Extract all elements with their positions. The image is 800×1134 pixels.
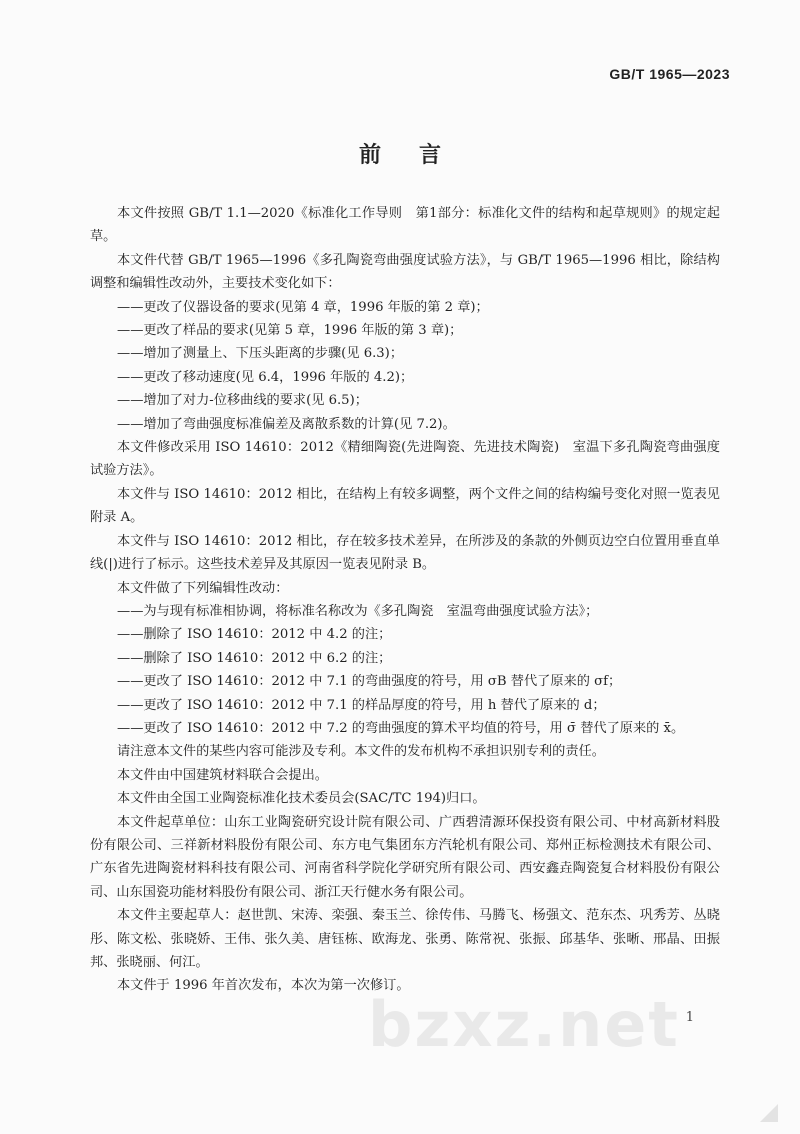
page-title: 前言 xyxy=(358,142,479,168)
paragraph: 本文件由全国工业陶瓷标准化技术委员会(SAC/TC 194)归口。 xyxy=(117,791,486,807)
paragraph: 本文件按照 GB/T 1.1—2020《标准化工作导则 第1部分：标准化文件的结构和起草规则》的规定起草。 xyxy=(90,206,720,245)
page-number: 1 xyxy=(685,1010,694,1025)
list-item: ——更改了 ISO 14610：2012 中 7.1 的弯曲强度的符号，用 σB 替代了原来的 σf； xyxy=(117,674,622,690)
list-item: ——更改了移动速度(见 6.4，1996 年版的 4.2)； xyxy=(117,369,414,385)
watermark: bzxz.net xyxy=(368,988,680,1061)
paragraph: 请注意本文件的某些内容可能涉及专利。本文件的发布机构不承担识别专利的责任。 xyxy=(117,744,605,760)
page-corner-icon xyxy=(756,1100,782,1126)
list-item: ——更改了 ISO 14610：2012 中 7.2 的弯曲强度的算术平均值的符号，用 σ̄ 替代了原来的 x̄。 xyxy=(117,720,685,736)
paragraph: 本文件做了下列编辑性改动： xyxy=(117,580,289,596)
paragraph: 本文件与 ISO 14610：2012 相比，在结构上有较多调整，两个文件之间的结构编号变化对照一览表见附录 A。 xyxy=(90,486,720,526)
document-body xyxy=(90,202,720,998)
paragraph: 本文件与 ISO 14610：2012 相比，存在较多技术差异，在所涉及的条款的外侧页边空白位置用垂直单线(|)进行了标示。这些技术差异及其原因一览表见附录 B。 xyxy=(90,533,720,573)
paragraph: 本文件修改采用 ISO 14610：2012《精细陶瓷(先进陶瓷、先进技术陶瓷) 室温下多孔陶瓷弯曲强度试验方法》。 xyxy=(90,440,720,479)
list-item: ——更改了样品的要求(见第 5 章，1996 年版的第 3 章)； xyxy=(117,323,463,339)
list-item: ——更改了仪器设备的要求(见第 4 章，1996 年版的第 2 章)； xyxy=(117,299,489,315)
list-item: ——删除了 ISO 14610：2012 中 6.2 的注； xyxy=(117,650,392,666)
paragraph: 本文件代替 GB/T 1965—1996《多孔陶瓷弯曲强度试验方法》，与 GB/T 1965—1996 相比，除结构调整和编辑性改动外，主要技术变化如下： xyxy=(90,252,720,292)
list-item: ——增加了对力-位移曲线的要求(见 6.5)； xyxy=(117,393,368,409)
list-item: ——更改了 ISO 14610：2012 中 7.1 的样品厚度的符号，用 h 替代了原来的 d； xyxy=(117,697,606,713)
list-item: ——为与现有标准相协调，将标准名称改为《多孔陶瓷 室温弯曲强度试验方法》； xyxy=(117,603,599,619)
paragraph: 本文件于 1996 年首次发布，本次为第一次修订。 xyxy=(117,978,410,994)
list-item: ——删除了 ISO 14610：2012 中 4.2 的注； xyxy=(117,627,392,643)
standard-code: GB/T 1965—2023 xyxy=(609,66,730,82)
list-item: ——增加了测量上、下压头距离的步骤(见 6.3)； xyxy=(117,346,404,362)
paragraph: 本文件由中国建筑材料联合会提出。 xyxy=(117,767,328,783)
paragraph: 本文件主要起草人：赵世凯、宋涛、栾强、秦玉兰、徐传伟、马腾飞、杨强文、范东杰、巩秀芳、丛晓彤、陈文松、张晓娇、王伟、张久美、唐钰栋、欧海龙、张勇、陈常祝、张振、邱基华、张晰、邢晶、田振邦、张晓丽、何江。 xyxy=(90,908,720,970)
list-item: ——增加了弯曲强度标准偏差及离散系数的计算(见 7.2)。 xyxy=(117,416,456,432)
paragraph: 本文件起草单位：山东工业陶瓷研究设计院有限公司、广西碧清源环保投资有限公司、中材高新材料股份有限公司、三祥新材料股份有限公司、东方电气集团东方汽轮机有限公司、郑州正标检测技术有限公司、广东省先进陶瓷材料科技有限公司、河南省科学院化学研究所有限公司、西安鑫垚陶瓷复合材料股份有限公司、山东国瓷功能材料股份有限公司、浙江天行健水务有限公司。 xyxy=(90,814,720,900)
